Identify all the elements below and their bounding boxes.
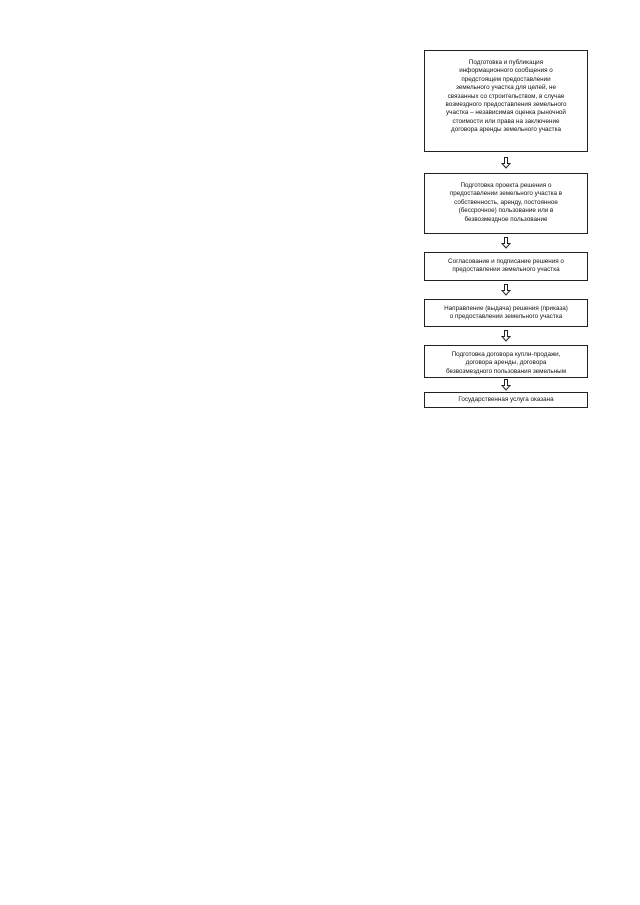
- step-box-2: Подготовка проекта решения о предоставлении земельного участка в собственность, аренду, постоянное (бессрочное) пользование или в безвозмездное пользование: [424, 173, 588, 234]
- down-arrow-icon: [424, 281, 588, 299]
- flowchart: [424, 50, 588, 408]
- down-arrow-icon: [424, 327, 588, 345]
- step-box-1: Подготовка и публикация информационного сообщения о предстоящем предоставлении земельного участка для целей, не связанных со строительством, в случае возмездного предоставления земельного участка – независимая оценка рыночной стоимости или права на заключение договора аренды земельного участка: [424, 50, 588, 152]
- step-box-6: Государственная услуга оказана: [424, 392, 588, 408]
- step-box-3: Согласование и подписание решения о предоставлении земельного участка: [424, 252, 588, 281]
- down-arrow-icon: [424, 234, 588, 252]
- step-box-4: Направление (выдача) решения (приказа) о предоставлении земельного участка: [424, 299, 588, 327]
- down-arrow-icon: [424, 378, 588, 392]
- step-box-5: Подготовка договора купли-продажи, договора аренды, договора безвозмездного пользования земельным: [424, 345, 588, 378]
- down-arrow-icon: [424, 152, 588, 173]
